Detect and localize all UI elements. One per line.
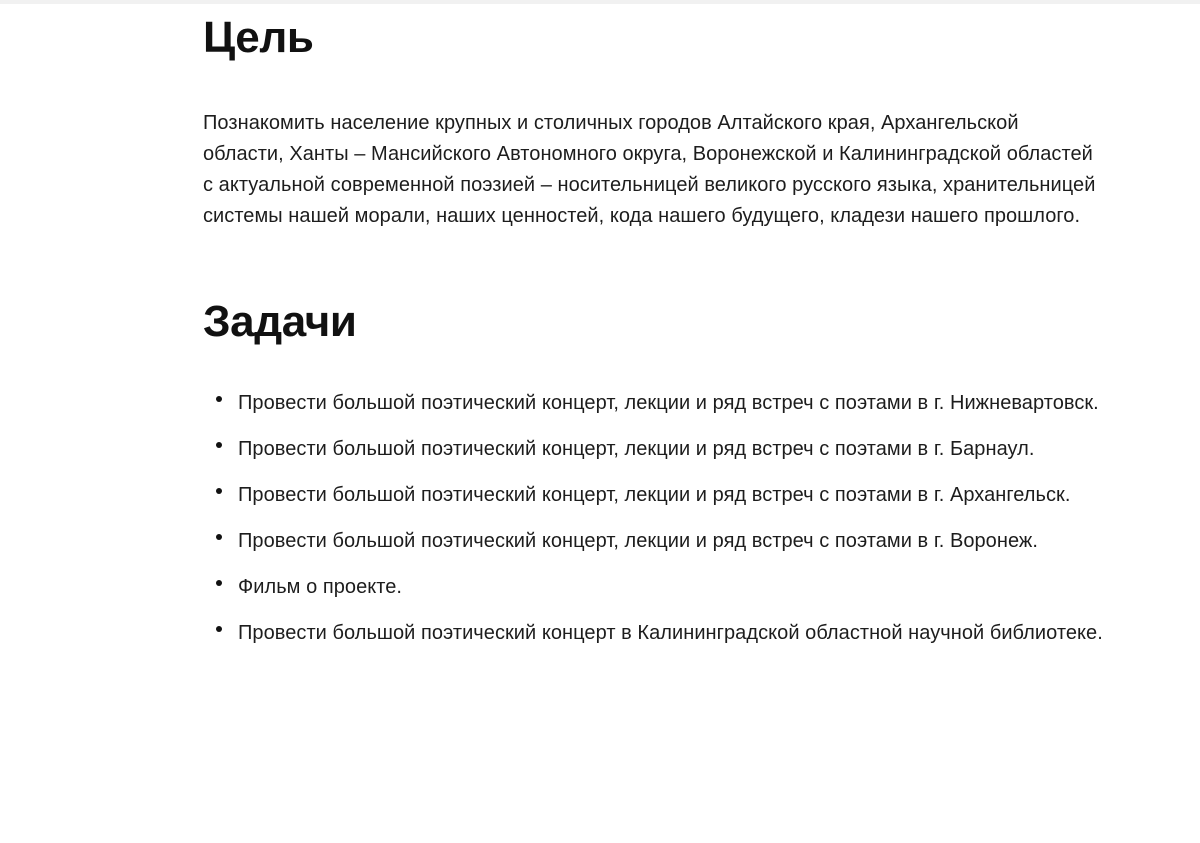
task-list-item-text: Провести большой поэтический концерт, лекции и ряд встреч с поэтами в г. Нижневартовск.	[238, 392, 1099, 414]
bullet-dot-icon	[216, 534, 222, 540]
tasks-list	[203, 348, 1103, 649]
task-list-item-text: Провести большой поэтический концерт в Калининградской областной научной библиотеке.	[238, 622, 1103, 644]
task-list-item	[203, 480, 1103, 511]
task-list-item	[203, 572, 1103, 603]
bullet-dot-icon	[216, 442, 222, 448]
goal-section	[203, 12, 1103, 232]
task-list-item-text: Провести большой поэтический концерт, лекции и ряд встреч с поэтами в г. Барнаул.	[238, 438, 1035, 460]
tasks-section	[203, 296, 1103, 649]
task-list-item-text: Фильм о проекте.	[238, 576, 403, 598]
bullet-dot-icon	[216, 626, 222, 632]
goal-heading: Цель	[203, 13, 314, 62]
task-list-item-text: Провести большой поэтический концерт, лекции и ряд встреч с поэтами в г. Архангельск.	[238, 484, 1071, 506]
task-list-item-text: Провести большой поэтический концерт, лекции и ряд встреч с поэтами в г. Воронеж.	[238, 530, 1038, 552]
bullet-dot-icon	[216, 488, 222, 494]
tasks-heading: Задачи	[203, 297, 357, 346]
bullet-dot-icon	[216, 580, 222, 586]
task-list-item	[203, 618, 1103, 649]
bullet-dot-icon	[216, 396, 222, 402]
document-page	[0, 4, 1200, 843]
task-list-item	[203, 388, 1103, 419]
task-list-item	[203, 434, 1103, 465]
goal-paragraph: Познакомить население крупных и столичных городов Алтайского края, Архангельской области, Ханты – Мансийского Автономного округа, Воронежской и Калининградской областей с актуальной современной поэзией – носительницей великого русского языка, хранительницей системы нашей морали, наших ценностей, кода нашего будущего, кладези нашего прошлого.	[203, 112, 1096, 227]
task-list-item	[203, 526, 1103, 557]
